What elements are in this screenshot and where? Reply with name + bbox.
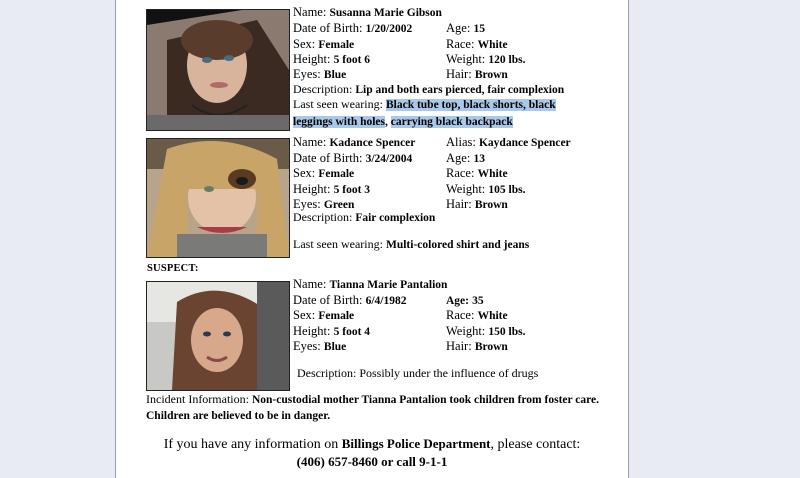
p1-age: Age: 15 — [446, 21, 485, 35]
suspect-height: Height: 5 foot 4 — [293, 324, 371, 338]
p1-height: Height: 5 foot 6 — [293, 52, 371, 66]
flyer-page — [115, 0, 629, 478]
p2-weight: Weight: 105 lbs. — [446, 182, 526, 196]
p2-hair: Hair: Brown — [446, 197, 508, 211]
suspect-weight: Weight: 150 lbs. — [446, 324, 526, 338]
p2-name: Name: Kadance Spencer — [293, 135, 416, 149]
suspect-age: Age: 35 — [446, 295, 484, 307]
photo-susanna-gibson — [146, 9, 290, 131]
p2-sex: Sex: Female — [293, 166, 355, 180]
suspect-description: Description: Possibly under the influence of drugs — [297, 366, 539, 380]
incident-information: Incident Information: Non-custodial mother Tianna Pantalion took children from foster care. Children are believed to be in danger. — [146, 392, 600, 422]
suspect-race: Race: White — [446, 308, 508, 322]
p2-age: Age: 13 — [446, 151, 485, 165]
p2-height: Height: 5 foot 3 — [293, 182, 371, 196]
p1-weight: Weight: 120 lbs. — [446, 52, 526, 66]
p2-description: Description: Fair complexion — [293, 210, 436, 224]
p2-eyes: Eyes: Green — [293, 197, 355, 211]
p1-last-seen-wearing[interactable]: Last seen wearing: Black tube top, black shorts, black leggings with holes, carrying black backpack — [293, 97, 556, 128]
p2-dob: Date of Birth: 3/24/2004 — [293, 151, 413, 165]
suspect-sex: Sex: Female — [293, 308, 355, 322]
suspect-dob: Date of Birth: 6/4/1982 — [293, 293, 407, 307]
p1-description: Description: Lip and both ears pierced, fair complexion — [293, 82, 565, 96]
contact-phone: (406) 657-8460 or call 9-1-1 — [296, 454, 448, 469]
selected-text[interactable]: Black tube top, black shorts, black — [385, 99, 556, 111]
contact-info: If you have any information on Billings Police Department, please contact: (406) 657-8460 or call 9-1-1 — [163, 436, 581, 469]
p2-alias: Alias: Kaydance Spencer — [446, 135, 571, 149]
p1-eyes: Eyes: Blue — [293, 67, 347, 81]
p1-sex: Sex: Female — [293, 37, 355, 51]
photo-tianna-pantalion — [146, 281, 290, 391]
suspect-hair: Hair: Brown — [446, 339, 508, 353]
p1-race: Race: White — [446, 37, 508, 51]
suspect-eyes: Eyes: Blue — [293, 339, 347, 353]
p1-name: Name: Susanna Marie Gibson — [293, 5, 442, 19]
photo-kadance-spencer — [146, 138, 290, 258]
p2-race: Race: White — [446, 166, 508, 180]
p1-hair: Hair: Brown — [446, 67, 508, 81]
suspect-name: Name: Tianna Marie Pantalion — [293, 277, 448, 291]
p2-last-seen-wearing: Last seen wearing: Multi-colored shirt and jeans — [293, 237, 530, 251]
suspect-heading: SUSPECT: — [147, 263, 199, 274]
p1-dob: Date of Birth: 1/20/2002 — [293, 21, 413, 35]
